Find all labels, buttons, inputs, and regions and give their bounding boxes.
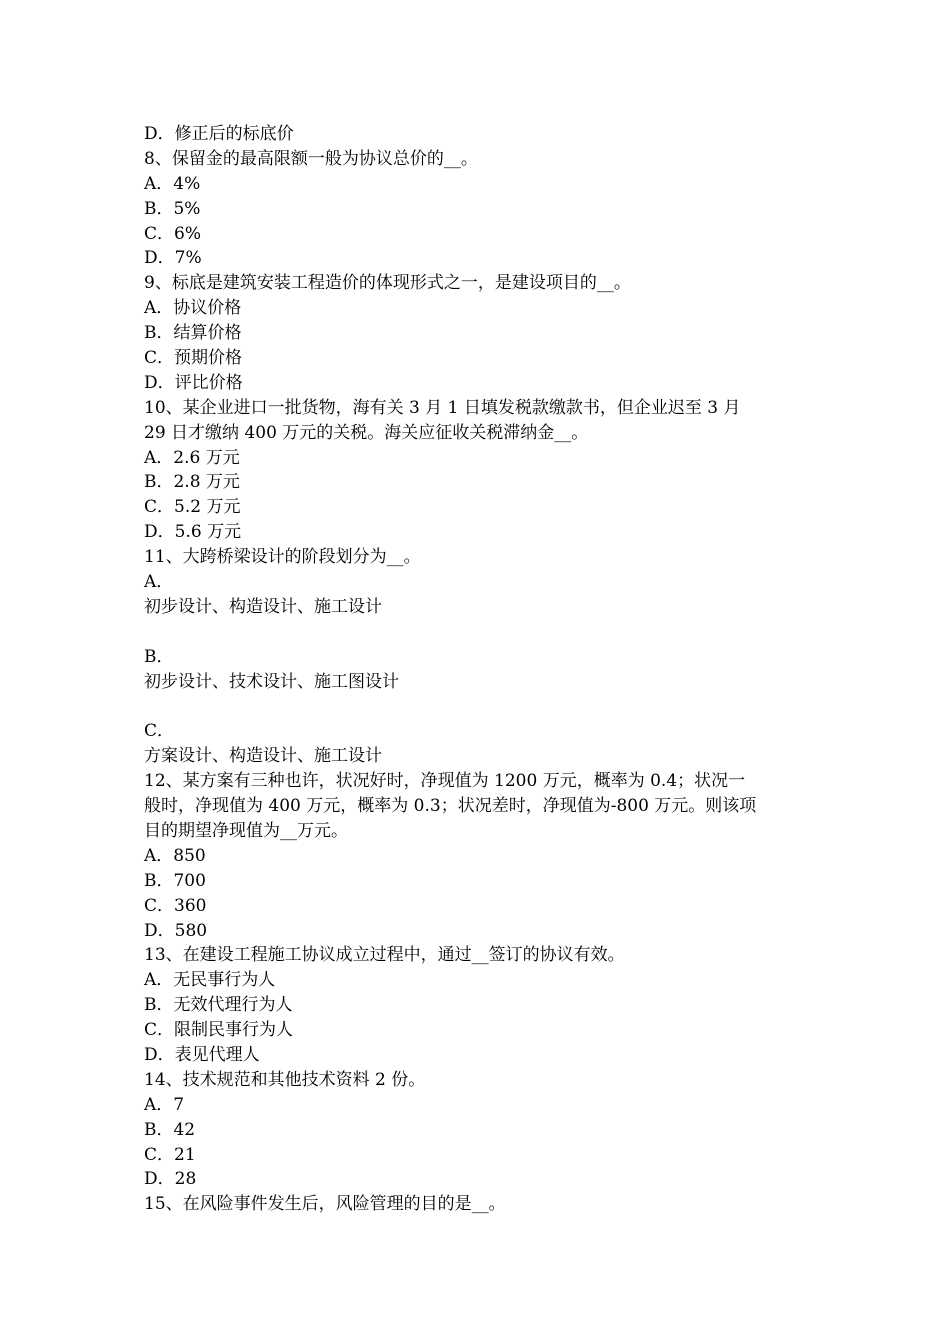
question-9: 9、标底是建筑安装工程造价的体现形式之一，是建设项目的__。	[144, 273, 631, 294]
option-b: B．5%	[144, 198, 201, 219]
option-d: D．表见代理人	[144, 1044, 260, 1065]
question-8: 8、保留金的最高限额一般为协议总价的__。	[144, 148, 478, 169]
option-b-text: 初步设计、技术设计、施工图设计	[144, 671, 399, 692]
option-c-text: 方案设计、构造设计、施工设计	[144, 746, 382, 767]
question-12-line-2: 般时，净现值为 400 万元，概率为 0.3；状况差时，净现值为-800 万元。则该项	[144, 796, 757, 817]
question-10-line-2: 29 日才缴纳 400 万元的关税。海关应征收关税滞纳金__。	[144, 422, 589, 443]
question-11: 11、大跨桥梁设计的阶段划分为__。	[144, 547, 421, 568]
option-c-label: C．	[144, 721, 175, 742]
option-a: A．850	[144, 845, 206, 866]
option-a-label: A．	[144, 572, 174, 593]
option-a: A．无民事行为人	[144, 970, 276, 991]
option-d: D．28	[144, 1169, 197, 1190]
option-a: A．7	[144, 1094, 185, 1115]
question-14: 14、技术规范和其他技术资料 2 份。	[144, 1069, 426, 1090]
option-d: D．修正后的标底价	[144, 124, 294, 144]
option-a: A．2.6 万元	[144, 447, 240, 468]
option-c: C．360	[144, 895, 207, 916]
option-a: A．4%	[144, 173, 201, 194]
option-b: B．无效代理行为人	[144, 995, 293, 1016]
blank-line	[144, 694, 814, 719]
option-b: B．结算价格	[144, 323, 242, 344]
option-d: D．7%	[144, 248, 202, 269]
document-page	[144, 122, 814, 1217]
option-a: A．协议价格	[144, 298, 242, 319]
question-15: 15、在风险事件发生后，风险管理的目的是__。	[144, 1194, 506, 1215]
option-b: B．700	[144, 870, 206, 891]
question-10-line-1: 10、某企业进口一批货物，海有关 3 月 1 日填发税款缴款书，但企业迟至 3 月	[144, 397, 741, 418]
option-b-label: B．	[144, 646, 174, 667]
question-12-line-1: 12、某方案有三种也许，状况好时，净现值为 1200 万元，概率为 0.4；状况一	[144, 771, 746, 792]
option-d: D．580	[144, 920, 208, 941]
option-a-text: 初步设计、构造设计、施工设计	[144, 596, 382, 617]
option-d: D．5.6 万元	[144, 522, 242, 543]
option-c: C．6%	[144, 223, 201, 244]
option-d: D．评比价格	[144, 372, 243, 393]
question-13: 13、在建设工程施工协议成立过程中，通过__签订的协议有效。	[144, 945, 625, 966]
option-c: C．限制民事行为人	[144, 1020, 294, 1041]
option-c: C．预期价格	[144, 348, 243, 369]
blank-line	[144, 620, 814, 645]
option-c: C．5.2 万元	[144, 497, 241, 518]
option-b: B．2.8 万元	[144, 472, 240, 493]
option-c: C．21	[144, 1144, 196, 1165]
option-b: B．42	[144, 1119, 196, 1140]
question-12-line-3: 目的期望净现值为__万元。	[144, 820, 348, 841]
